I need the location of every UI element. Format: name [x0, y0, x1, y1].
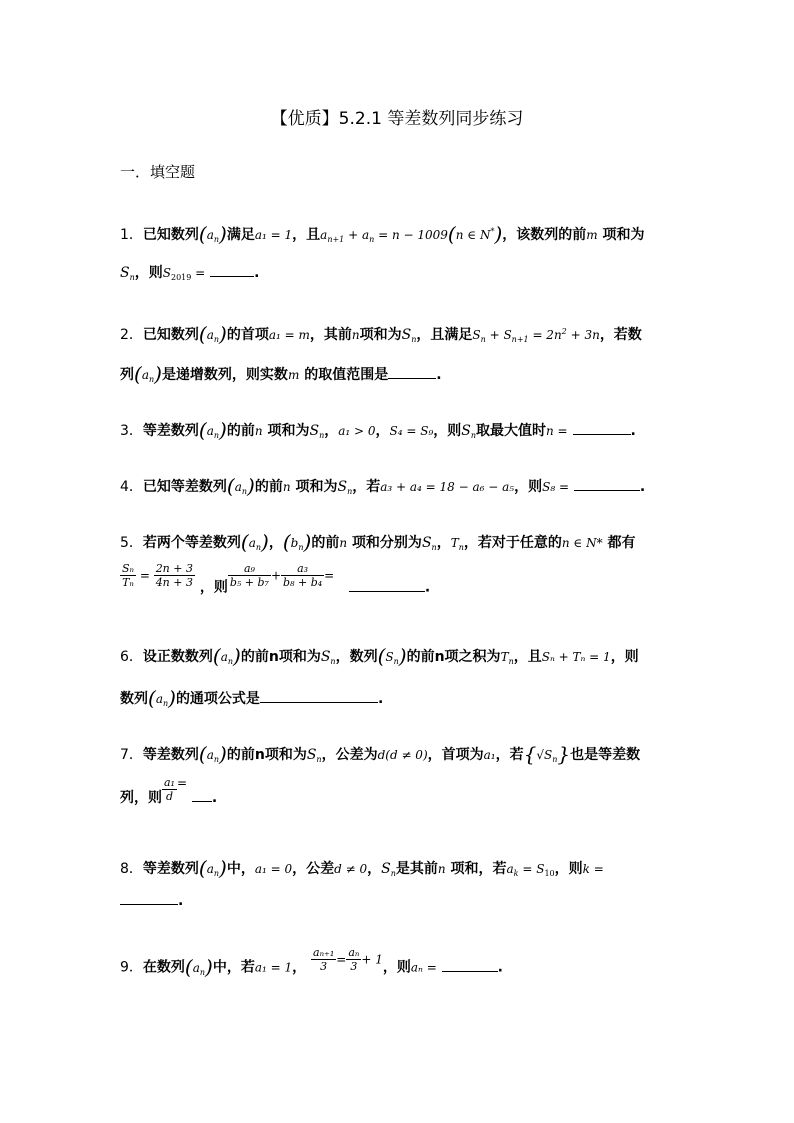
answer-blank[interactable] — [210, 264, 254, 277]
question-7-cont: 列，则 $\frac{\text{a₁}}{d}$ = . — [120, 776, 218, 806]
question-5-cont: $\frac{\text{Sₙ}}{\text{Tₙ}}$ = $\frac{2n + 3}{4n + 3}$ ，则 $\frac{\text{a₉}}{\text{b₅ + b₇}}$ + $\frac{\text{a₃}}{\text{b₈ + b₄}}$ = . — [122, 562, 431, 596]
question-2: 2．已知数列$(a_n)$的首项a₁ = m，其前n项和为$S_n$，且满足$S_n + S_{n+1} = 2n^2 + 3n$，若数 — [120, 322, 642, 346]
question-8-cont: . — [120, 892, 183, 909]
answer-blank[interactable] — [442, 959, 498, 972]
answer-blank[interactable] — [574, 478, 640, 491]
question-9: 9．在数列$(a_n)$中，若a₁ = 1， $\frac{\text{aₙ₊₁}}{3}$ = $\frac{\text{aₙ}}{3}$ + 1，则aₙ = . — [120, 946, 503, 979]
question-8: 8．等差数列$(a_n)$中，a₁ = 0，公差d ≠ 0，$S_n$是其前n 项和，若$a_k = S_{10}$，则k = — [120, 856, 604, 880]
answer-blank[interactable] — [349, 579, 425, 592]
page-title: 【优质】5.2.1 等差数列同步练习 — [270, 109, 524, 129]
question-1: 1．已知数列$(a_n)$满足a₁ = 1，且$a_{n+1} + a_n = n - 1009(n$ ∈ N*)，该数列的前m 项和为 — [120, 222, 645, 246]
question-3: 3．等差数列$(a_n)$的前n 项和为$S_n$，a₁ > 0，S₄ = S₉，则$S_n$取最大值时n = . — [120, 418, 636, 442]
answer-blank[interactable] — [388, 366, 436, 379]
question-1-cont: $S_n$，则$S_{2019}$ = . — [120, 265, 260, 282]
question-6-cont: 数列$(a_n)$的通项公式是 . — [120, 686, 384, 710]
question-4: 4．已知等差数列$(a_n)$的前n 项和为$S_n$，若a₃ + a₄ = 18 − a₆ − a₅，则S₈ = . — [120, 474, 646, 498]
section-heading: 一．填空题 — [120, 163, 196, 181]
question-7: 7．等差数列$(a_n)$的前n项和为$S_n$，公差为d(d ≠ 0)，首项为a₁，若$\{√S_n\}$也是等差数 — [120, 742, 641, 766]
question-6: 6．设正数数列$(a_n)$的前n项和为$S_n$，数列$(S_n)$的前n项之积为$T_n$，且Sₙ + Tₙ = 1，则 — [120, 644, 639, 668]
answer-blank[interactable] — [120, 892, 178, 905]
answer-blank[interactable] — [573, 422, 631, 435]
answer-blank[interactable] — [192, 789, 212, 802]
question-2-cont: 列$(a_n)$是递增数列，则实数m 的取值范围是 . — [120, 362, 442, 386]
answer-blank[interactable] — [260, 690, 378, 703]
question-5: 5．若两个等差数列$(a_n)$，$(b_n)$的前n 项和分别为$S_n$，$T_n$，若对于任意的n ∈ N* 都有 — [120, 530, 636, 554]
